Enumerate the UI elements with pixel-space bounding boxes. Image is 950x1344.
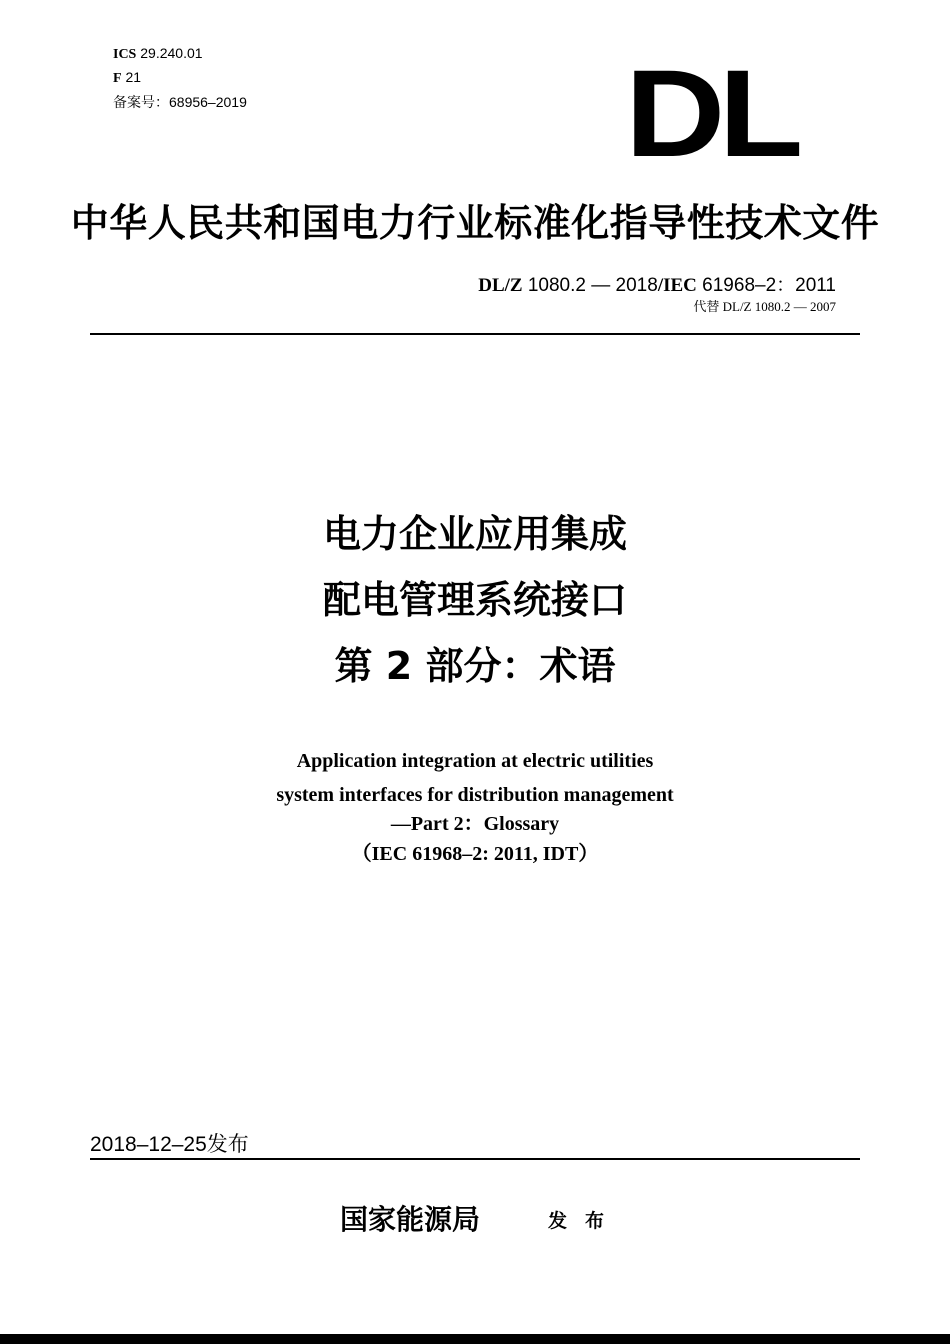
issue-label: 发布 bbox=[548, 1210, 623, 1232]
dl-logo: DL bbox=[625, 45, 797, 183]
english-title-line-3: —Part 2：Glossary bbox=[390, 813, 560, 835]
page-bottom-edge bbox=[0, 1334, 950, 1344]
classification-code: F 21 bbox=[113, 69, 142, 86]
release-date: 2018–12–25发布 bbox=[90, 1133, 249, 1156]
english-title-line-2: system interfaces for distribution management bbox=[276, 784, 674, 806]
ics-code: ICS 29.240.01 bbox=[113, 45, 203, 62]
replaces-standard: 代替 DL/Z 1080.2 — 2007 bbox=[693, 299, 836, 314]
standard-number: DL/Z 1080.2 — 2018/IEC 61968–2：2011 bbox=[478, 275, 836, 296]
issuing-authority: 国家能源局 bbox=[340, 1203, 481, 1236]
chinese-title-line-2: 配电管理系统接口 bbox=[322, 578, 627, 622]
bottom-divider bbox=[90, 1158, 860, 1160]
chinese-title-line-1: 电力企业应用集成 bbox=[322, 512, 627, 556]
record-number: 备案号：68956–2019 bbox=[113, 94, 247, 110]
english-title-line-1: Application integration at electric utilities bbox=[296, 750, 654, 772]
english-title-line-4: （IEC 61968–2: 2011, IDT） bbox=[351, 843, 599, 865]
top-divider bbox=[90, 333, 860, 335]
chinese-title-line-3: 第 2 部分：术语 bbox=[334, 644, 616, 688]
document-category-banner: 中华人民共和国电力行业标准化指导性技术文件 bbox=[70, 200, 880, 245]
